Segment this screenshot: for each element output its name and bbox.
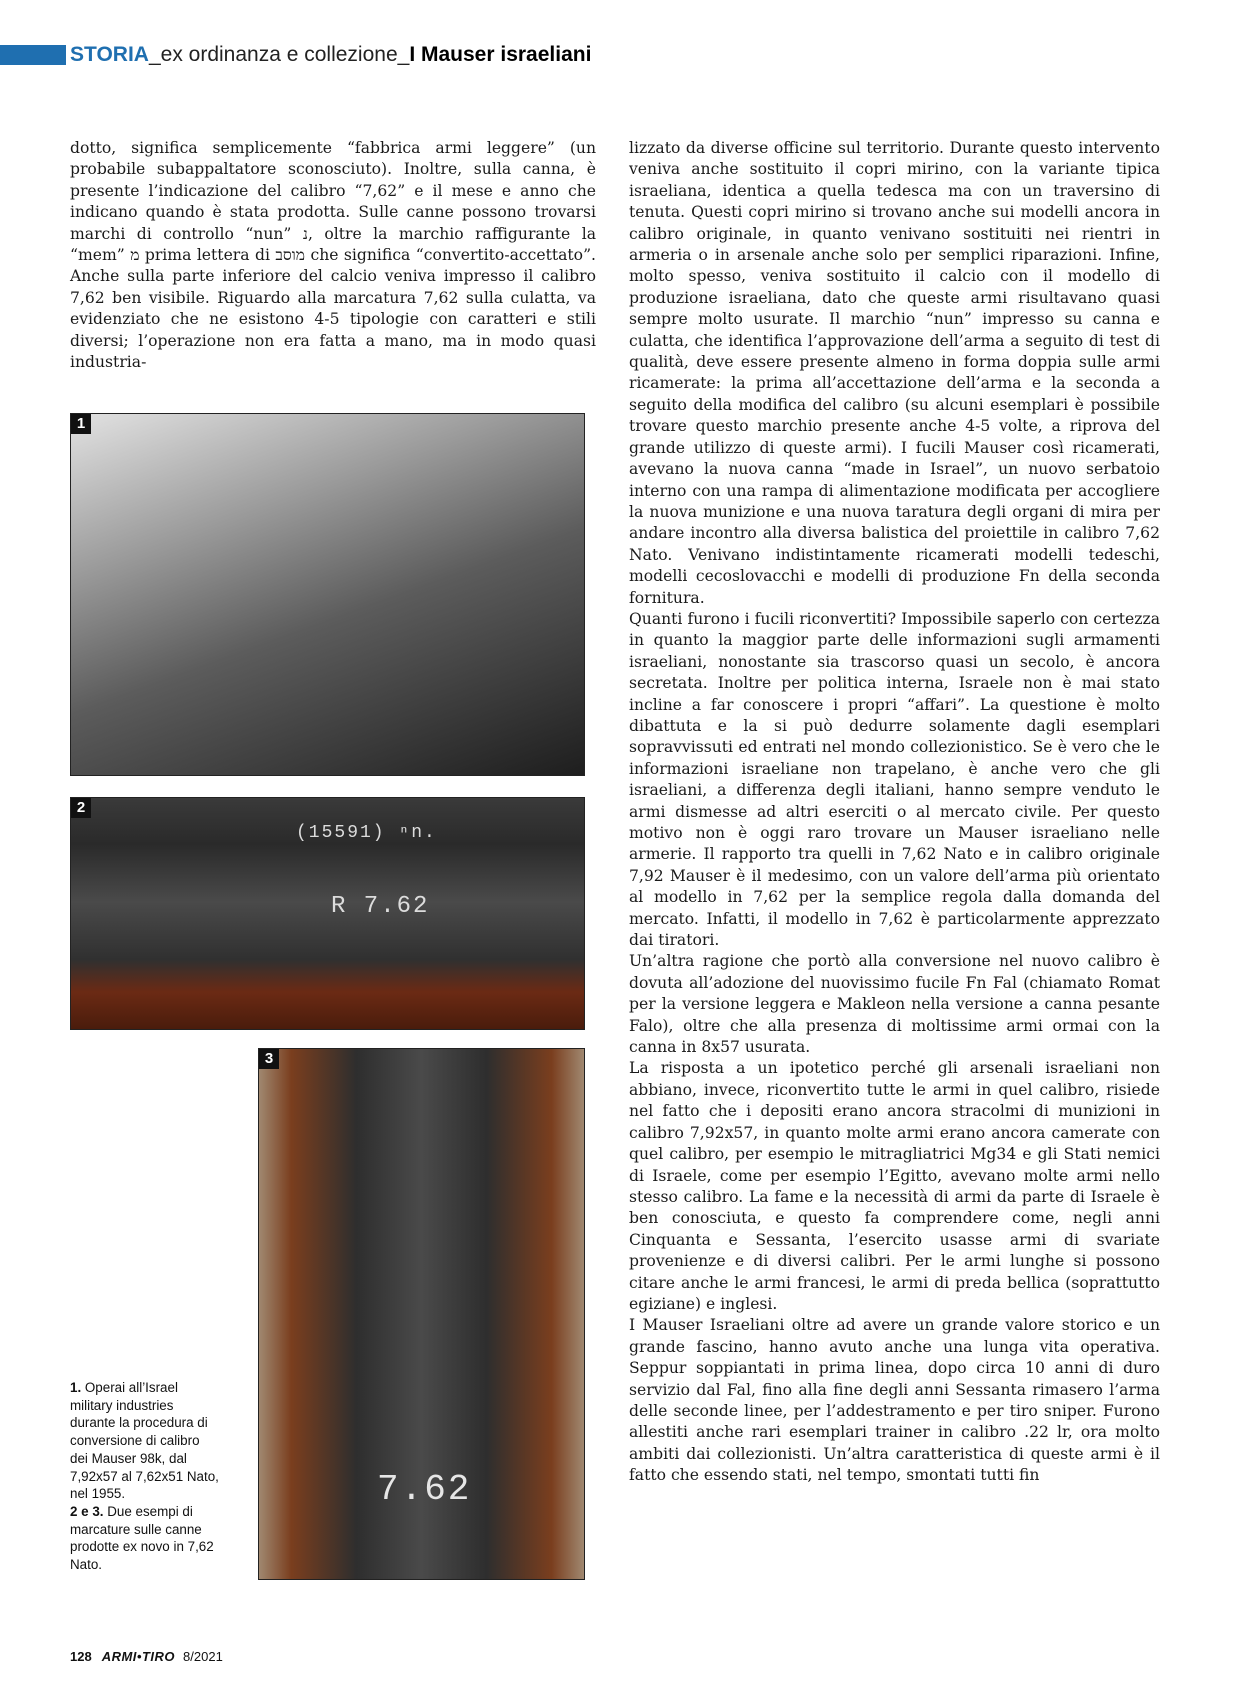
caption-1-text: Operai all’Israel military industries durante la procedura di conversione di calibro dei Mauser 98k, dal 7,92x57 al 7,62x51 Nato, nel 1955. (70, 1380, 219, 1502)
barrel-stamp-top: (15591) ⁿn. (296, 823, 437, 843)
caption-2-number: 2 e 3. (70, 1503, 104, 1519)
right-text-column (629, 138, 1160, 1487)
paragraph: dotto, significa semplicemente “fabbrica armi leggere” (un probabile subappaltatore sconosciuto). Inoltre, sulla canna, è presente l’indicazione del calibro “7,62” e il mese e anno che indicano quando è stata prodotta. Sulle canne possono trovarsi marchi di controllo “nun” נ, oltre la marchio raffigurante la “mem” מ prima lettera di מוסב che significa “convertito-accettato”. Anche sulla parte inferiore del calcio veniva impresso il calibro 7,62 ben visibile. Riguardo alla marcatura 7,62 sulla culatta, va evidenziato che ne esistono 4-5 tipologie con caratteri e stili diversi; l’operazione non era fatta a mano, ma in modo quasi industria- (70, 139, 596, 372)
article-title: I Mauser israeliani (409, 43, 592, 66)
caption-2-text: Due esempi di marcature sulle canne prodotte ex novo in 7,62 Nato. (70, 1503, 214, 1573)
photo-number: 3 (259, 1049, 279, 1069)
section-subtitle: _ex ordinanza e collezione_ (148, 43, 410, 66)
paragraph: La risposta a un ipotetico perché gli arsenali israeliani non abbiano, invece, riconvertito tutte le armi in quel calibro, risiede nel fatto che i depositi erano ancora stracolmi di munizioni in calibro 7,92x57, in quanto molte armi erano ancora camerate con quel calibro, per esempio le mitragliatrici Mg34 e gli Stati nemici di Israele, come per esempio l’Egitto, avevano molte armi nello stesso calibro. La fame e la necessità di armi da parte di Israele è ben conosciuta, e questo fa comprendere come, negli anni Cinquanta e Sessanta, l’esercito usasse armi di svariate provenienze e di diversi calibri. Per le armi lunghe si possono citare anche le armi francesi, le armi di preda bellica (soprattutto egiziane) e inglesi. (629, 1059, 1160, 1313)
receiver-stamp-caliber: 7.62 (377, 1469, 472, 1510)
photo-captions (70, 1379, 220, 1574)
photo-barrel-marking (70, 797, 585, 1030)
page-footer (70, 1649, 223, 1664)
photo-receiver-marking (258, 1048, 585, 1580)
photo-workers-conversion (70, 413, 585, 776)
photo-number: 2 (71, 798, 91, 818)
paragraph: I Mauser Israeliani oltre ad avere un grande valore storico e un grande fascino, hanno avuto anche una lunga vita operativa. Seppur soppiantati in prima linea, dopo circa 10 anni di duro servizio dal Fal, fino alla fine degli anni Sessanta rimasero l’arma delle seconde linee, per l’addestramento e per tiro sniper. Furono allestiti anche rari esemplari trainer in calibro .22 lr, ora molto ambiti dai collezionisti. Un’altra caratteristica di queste armi è il fatto che essendo stati, nel tempo, smontati tutti fin (629, 1316, 1160, 1485)
left-text-column (70, 138, 596, 373)
page-number: 128 (70, 1649, 92, 1664)
running-head (70, 42, 591, 68)
paragraph: Un’altra ragione che portò alla conversione nel nuovo calibro è dovuta all’adozione del nuovissimo fucile Fn Fal (chiamato Romat per la versione leggera e Makleon nella versione a canna pesante Falo), oltre che alla presenza di moltissime armi ormai con la canna in 8x57 usurata. (629, 952, 1160, 1057)
paragraph: Quanti furono i fucili riconvertiti? Impossibile saperlo con certezza in quanto la maggior parte delle informazioni sugli armamenti israeliani, nonostante sia trascorso quasi un secolo, è ancora secretata. Inoltre per politica interna, Israele non è mai stato incline a far conoscere i propri “affari”. La questione è molto dibattuta e la si può dedurre solamente dagli esemplari sopravvissuti ed entrati nel mondo collezionistico. Se è vero che le informazioni israeliane non trapelano, è anche vero che gli israeliani, a differenza degli italiani, hanno sempre venduto le armi dismesse ad altri eserciti o al mercato civile. Per questo motivo non è oggi raro trovare un Mauser israeliano nelle armerie. Il rapporto tra quelli in 7,62 Nato e in calibro originale 7,92 Mauser è il medesimo, con un valore dell’arma più orientato al modello in 7,62 per la semplice regola dalla domanda del mercato. Infatti, il modello in 7,62 è particolarmente apprezzato dai tiratori. (629, 609, 1160, 950)
page-header (0, 42, 700, 68)
paragraph: lizzato da diverse officine sul territorio. Durante questo intervento veniva anche sostituito il copri mirino, con la variante tipica israeliana, identica a quella tedesca ma con un traversino di tenuta. Questi copri mirino si trovano anche sui modelli ancora in calibro originale, in quanto venivano sostituiti nei rientri in armeria o in arsenale anche solo per semplici riparazioni. Infine, molto spesso, veniva sostituito il calcio con il modello di produzione israeliana, dato che queste armi risultavano quasi sempre molto usurate. Il marchio “nun” impresso su canna e culatta, che identifica l’approvazione dell’arma a seguito di test di qualità, deve essere presente almeno in forma doppia sulle armi ricamerate: la prima all’accettazione dell’arma e la seconda a seguito della modifica del calibro (su alcuni esemplari è possibile trovare questo marchio presente anche 4-5 volte, a riprova del grande utilizzo di queste armi). I fucili Mauser così ricamerati, avevano la nuova canna “made in Israel”, un nuovo serbatoio interno con una rampa di alimentazione modificata per accogliere la nuova munizione e una nuova taratura degli organi di mira per andare incontro alla diversa balistica del proiettile in calibro 7,62 Nato. Venivano indistintamente ricamerati modelli tedeschi, modelli cecoslovacchi e modelli di produzione Fn della seconda fornitura. (629, 139, 1160, 607)
barrel-stamp-caliber: R 7.62 (331, 893, 430, 920)
section-label: STORIA (70, 43, 149, 66)
issue-number: 8/2021 (183, 1649, 223, 1664)
caption-1-number: 1. (70, 1380, 82, 1395)
section-color-bar (0, 45, 66, 65)
caption-2 (70, 1503, 220, 1574)
photo-number: 1 (71, 414, 91, 434)
magazine-logo: ARMI•TIRO (101, 1649, 176, 1664)
caption-1 (70, 1379, 220, 1503)
